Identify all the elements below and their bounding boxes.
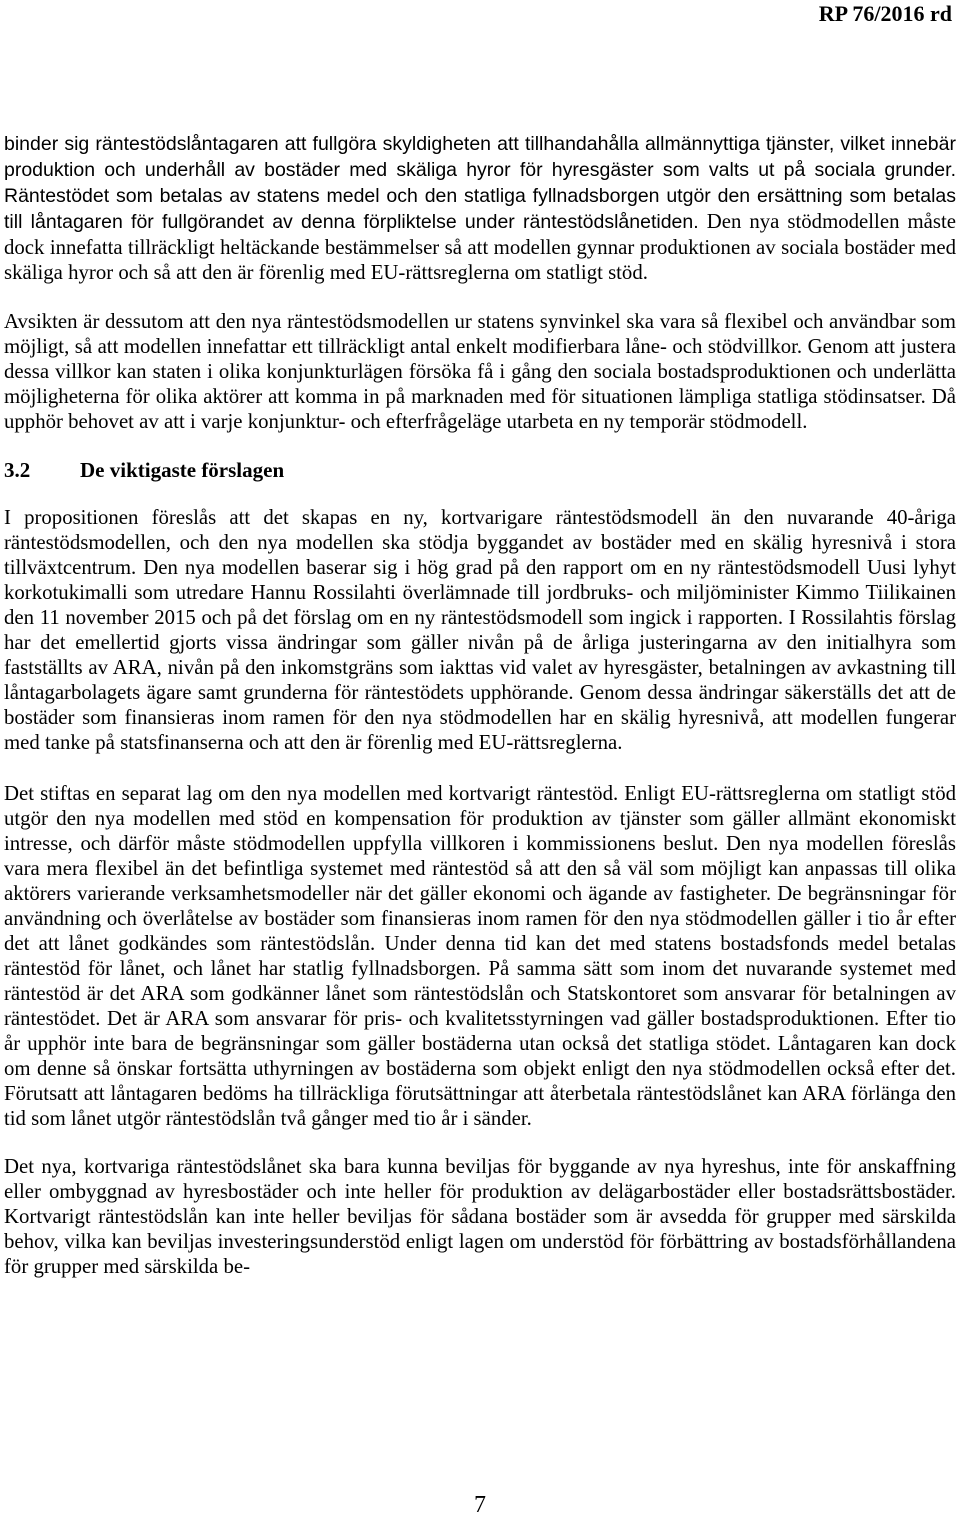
paragraph-2: Avsikten är dessutom att den nya räntestödsmodellen ur statens synvinkel ska vara så flexibel och användbar som möjligt, så att modellen innefattar ett tillräckligt antal enkelt modifierbara låne- och stödvillkor. Genom att justera dessa villkor kan staten i olika konjunkturlägen försöka få i gång den sociala bostadsproduktionen och underlätta möjligheterna för olika aktörer att komma in på marknaden med för situationen lämpliga statliga stödinsatser. Då upphör behovet av att i varje konjunktur- och efterfrågeläge utarbeta en ny temporär stödmodell. bbox=[4, 310, 956, 433]
section-heading bbox=[4, 458, 956, 483]
paragraph-3: I propositionen föreslås att det skapas en ny, kortvarigare räntestödsmodell än den nuvarande 40-åriga räntestödsmodellen, och den nya modellen ska stödja byggandet av bostäder med en skälig hyresnivå i stora tillväxtcentrum. Den nya modellen baserar sig i hög grad på den rapport om en ny räntestödsmodell Uusi lyhyt korkotukimalli som utredare Hannu Rossilahti överlämnade till jordbruks- och miljöminister Kimmo Tiilikainen den 11 november 2015 och på det förslag om en ny räntestödsmodell som ingick i rapporten. I Rossilahtis förslag har det emellertid gjorts vissa ändringar som gäller nivån på de årliga justeringarna av den initialhyra som fastställts av ARA, nivån på den inkomstgräns som iakttas vid valet av hyresgäster, betalningen av avkastning till låntagarbolagets ägare samt grunderna för räntestödets upphörande. Genom dessa ändringar säkerställs det att de bostäder som finansieras inom ramen för den nya stödmodellen har en skälig hyresnivå, att modellen fungerar med tanke på statsfinanserna och att den är förenlig med EU-rättsreglerna. bbox=[4, 506, 956, 754]
page-number: 7 bbox=[474, 1492, 486, 1518]
document-id: RP 76/2016 rd bbox=[818, 1, 952, 26]
paragraph-1-part-2: Den nya stödmodellen måste dock innefatta tillräckligt heltäckande bestämmelser så att modellen gynnar produktionen av sociala bostäder med skäliga hyror och så att den är förenlig med EU-rättsreglerna om statligt stöd. bbox=[4, 210, 956, 284]
paragraph-1 bbox=[4, 131, 956, 285]
section-title: De viktigaste förslagen bbox=[80, 458, 285, 482]
paragraph-1-part-1: binder sig räntestödslåntagaren att fullgöra skyldigheten att tillhandahålla allmännyttiga tjänster, vilket innebär produktion och underhåll av bostäder med skäliga hyror för hyresgäster som valts ut på sociala grunder. Räntestödet som betalas av statens medel och den statliga fyllnadsborgen utgör den ersättning som betalas till låntagaren för fullgörandet av denna förpliktelse under räntestödslånetiden. bbox=[4, 133, 956, 233]
paragraph-4: Det stiftas en separat lag om den nya modellen med kortvarigt räntestöd. Enligt EU-rättsreglerna om statligt stöd utgör den nya modellen med stöd en kompensation för produktion av tjänster som gäller allmänt ekonomiskt intresse, och därför måste stödmodellen uppfylla villkoren i kommissionens beslut. Den nya modellen föreslås vara mera flexibel än det befintliga systemet med räntestöd så att den så väl som möjligt kan anpassas till olika aktörers varierande verksamhetsmodeller när det gäller ekonomi och ägande av fastigheter. De begränsningar för användning och överlåtelse av bostäder som finansieras inom ramen för den nya stödmodellen gäller i tio år efter det att lånet godkändes som räntestödslån. Under denna tid kan det med statens bostadsfonds medel betalas räntestöd för lånet, och lånet har statlig fyllnadsborgen. På samma sätt som inom det nuvarande systemet med räntestöd är det ARA som godkänner lånet som räntestödslån och Statskontoret som ansvarar för betalningen av räntestödet. Det är ARA som ansvarar för pris- och kvalitetsstyrningen vad gäller bostadsproduktionen. Efter tio år upphör inte bara de begränsningar som gäller bostäderna utan också det statliga stödet. Låntagaren kan dock om denne så önskar fortsätta uthyrningen av bostäderna som objekt enligt den nya stödmodellen också efter det. Förutsatt att låntagaren bedöms ha tillräckliga förutsättningar att återbetala räntestödslånet kan ARA förlänga den tid som lånet utgör räntestödslån två gånger med tio år i sänder. bbox=[4, 782, 956, 1130]
section-number: 3.2 bbox=[4, 458, 31, 482]
page-body bbox=[4, 131, 956, 1279]
paragraph-5: Det nya, kortvariga räntestödslånet ska bara kunna beviljas för byggande av nya hyreshus, inte för anskaffning eller ombyggnad av hyresbostäder och inte heller för produktion av delägarbostäder eller bostadsrättsbostäder. Kortvarigt räntestödslån kan inte heller beviljas för sådana bostäder som är avsedda för grupper med särskilda behov, vilka kan beviljas investeringsunderstöd enligt lagen om understöd för förbättring av bostadsförhållandena för grupper med särskilda be- bbox=[4, 1155, 956, 1278]
